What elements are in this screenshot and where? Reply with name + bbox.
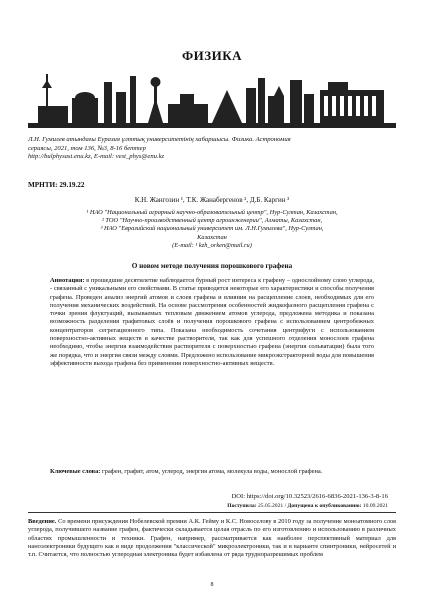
affiliations [40,209,384,250]
paper-title: О новом методе получения порошкового графена [131,262,293,270]
affiliation-line: Казахстан [197,233,227,241]
journal-line-1: Л.Н. Гумилев атындағы Еуразия ұлттық университетінің хабаршысы. Физика. Астрономия [28,136,291,143]
mrnti-code: МРНТИ: 29.19.22 [28,181,85,189]
keywords-text: графен, графит, атом, углерод, энергия атома, молекула воды, монослой графена. [102,468,323,475]
section-title: ФИЗИКА [181,48,243,63]
received-date: 25.05.2021 [257,503,284,509]
city-skyline-illustration [28,68,396,128]
journal-line-2: сериясы, 2021, том 136, №3, 8-16 беттер [28,144,146,152]
abstract-label: Аннотация: [50,277,85,284]
received-label: Поступила: [227,503,257,509]
keywords-label: Ключевые слова: [50,468,101,475]
affiliation-line: ² ТОО "Научно-производственный центр агроинженерии", Алматы, Казахстан, [101,217,323,225]
authors: К.Н. Жангозин ¹, Т.К. Жанабергенов ², Д.Б. Каргин ³ [134,196,290,204]
affiliation-line: ³ НАО "Евразийский национальный университет им. Л.Н.Гумилева", Нур-Султан, [100,225,324,233]
introduction-label: Введение. [28,518,57,525]
author-email: (E-mail: ¹ kzh_orken@mail.ru) [172,241,252,249]
page-number: 8 [210,582,214,588]
abstract-text: в прошедшие десятилетие наблюдается бурный рост интереса к графену – однослойному слою углерода, - связанный с уникальными его свойствами. В статье приводятся некоторые его характеристики и способы получения графена. Проведен анализ энергий атомов и слоев графена и влияния на расщепление слоев, необходимых для его получения механических воздействий. На основе рассмотрения особенностей жидкофазного расщепления графена с точки зрения флуктуаций, вызываемых тепловым движением атомов углерода, предложена методика и показана возможность разделения графитовых слоёв и получения порошкового графена с использованием центробежных концентраторов сегрегационного типа. Показана необходимость сочетания центрифуги с использованием поверхностно-активных веществ в качестве растворителя, так как для успешного отделения монослоев графена необходимо, чтобы энергия взаимодействия растворителя с поверхностью графена (энергия сольватации) была того же порядка, что и энергия связи между слоями. Предложено использование микроэкстракторной воды для повышения эффективности выхода графена без применения поверхностно-активных веществ. [50,277,374,367]
publication-dates: Поступила: 25.05.2021 / Допущена к опубликованию: 10.09.2021 [227,503,388,509]
affiliation-line: ¹ НАО "Национальный аграрный научно-образовательный центр", Нур-Султан, Казахстан, [86,209,338,216]
journal-citation [28,136,396,162]
accepted-date: 10.09.2021 [362,503,388,509]
divider [28,512,396,513]
introduction [28,518,396,559]
keywords [50,468,374,476]
accepted-label: Допущена к опубликованию: [287,503,362,509]
doi-link[interactable]: DOI: https://doi.org/10.32523/2616-6836-2021-136-3-8-16 [231,493,388,500]
journal-line-3: http://bulphysast.enu.kz, E-mail: vest_phys@enu.kz [28,153,165,161]
introduction-text: Со времени присуждения Нобелевской премии А.К. Гейму и К.С. Новоселову в 2010 году за получение моноатомного слоя углерода, получившего название графен, фактически складывается целая отрасль по его изготовлению и использованию в различных областях промышленности и техники. Графен, например, рассматривается как наиболее перспективный материал для наноэлектроники будущего как в виде продолжения "классической" микроэлектроники, так и в варианте спинтроники, нейросетей и т.п. Считается, что полностью углеродная электроника будет избавлена от ряда трудноразрешимых проблем [28,518,396,559]
abstract [50,277,374,368]
